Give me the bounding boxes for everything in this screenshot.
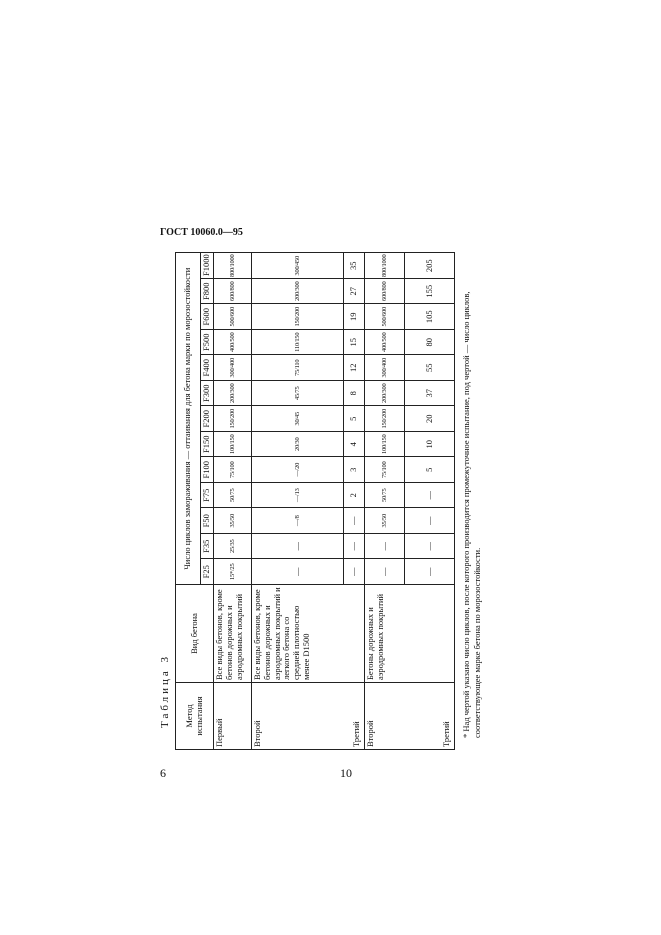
table-title: Таблица 3 — [159, 653, 171, 728]
value-cell: 20/30 — [252, 432, 344, 458]
value-cell: — — [405, 534, 455, 560]
page-number: 10 — [340, 766, 352, 780]
page-mark: 6 — [160, 766, 166, 780]
value-cell: 400/500 — [214, 330, 252, 356]
value-cell: 200/300 — [214, 381, 252, 407]
value-cell: 800/1000 — [214, 253, 252, 279]
value-cell: 500/600 — [365, 304, 405, 330]
value-cell: 400/500 — [365, 330, 405, 356]
value-cell: — — [405, 559, 455, 585]
header-concrete-type: Вид бетона — [176, 585, 214, 683]
value-cell: 50/75 — [214, 483, 252, 509]
method-stack — [253, 685, 362, 747]
method-label: Второй — [365, 720, 375, 747]
value-cell: 35/50 — [365, 508, 405, 534]
method-label: Первый — [214, 718, 224, 747]
value-cell: — — [252, 534, 344, 560]
value-cell: — — [252, 559, 344, 585]
method-cell — [365, 683, 455, 750]
header-method: Метод испытания — [176, 683, 214, 750]
value-cell: — — [344, 534, 365, 560]
value-cell: 2 — [344, 483, 365, 509]
grade-header: F50 — [201, 508, 214, 534]
value-cell: 5 — [405, 457, 455, 483]
value-cell: 20 — [405, 406, 455, 432]
value-cell: —/20 — [252, 457, 344, 483]
value-cell: 12 — [344, 355, 365, 381]
method-label: Второй — [252, 720, 262, 747]
value-cell: 25/35 — [214, 534, 252, 560]
value-cell: 5 — [344, 406, 365, 432]
value-cell: 35 — [344, 253, 365, 279]
grade-header: F600 — [201, 304, 214, 330]
value-cell: 19 — [344, 304, 365, 330]
table-row — [214, 253, 252, 750]
value-cell: 15 — [344, 330, 365, 356]
document-header: ГОСТ 10060.0—95 — [160, 227, 243, 238]
value-cell: 500/600 — [214, 304, 252, 330]
value-cell: 30/45 — [252, 406, 344, 432]
value-cell: —/8 — [252, 508, 344, 534]
value-cell: 45/75 — [252, 381, 344, 407]
value-cell: 75/110 — [252, 355, 344, 381]
value-cell: — — [365, 534, 405, 560]
grade-header: F800 — [201, 279, 214, 305]
grade-header: F200 — [201, 406, 214, 432]
value-cell: 200/300 — [252, 279, 344, 305]
grade-header: F1000 — [201, 253, 214, 279]
value-cell: 100/150 — [214, 432, 252, 458]
grade-header: F35 — [201, 534, 214, 560]
rotated-table-block — [155, 253, 480, 750]
value-cell: 80 — [405, 330, 455, 356]
value-cell: — — [405, 508, 455, 534]
value-cell: —/13 — [252, 483, 344, 509]
header-cycles: Число циклов замораживания — оттаивания для бетона марки по морозостойкости — [176, 253, 201, 585]
method-label: Третий — [441, 721, 452, 747]
value-cell: 150/200 — [365, 406, 405, 432]
grade-header: F100 — [201, 457, 214, 483]
method-stack — [215, 685, 249, 747]
grade-header: F500 — [201, 330, 214, 356]
grade-header: F400 — [201, 355, 214, 381]
value-cell: 800/1000 — [365, 253, 405, 279]
grade-header: F25 — [201, 559, 214, 585]
method-cell — [252, 683, 365, 750]
value-cell: — — [365, 559, 405, 585]
method-label: Третий — [351, 721, 362, 747]
value-cell: 105 — [405, 304, 455, 330]
value-cell: 37 — [405, 381, 455, 407]
value-cell: 205 — [405, 253, 455, 279]
value-cell: 75/100 — [214, 457, 252, 483]
value-cell: 75/100 — [365, 457, 405, 483]
value-cell: 200/300 — [365, 381, 405, 407]
table-row — [365, 253, 405, 750]
value-cell: 3 — [344, 457, 365, 483]
value-cell: 27 — [344, 279, 365, 305]
value-cell: 300/450 — [252, 253, 344, 279]
value-cell: 155 — [405, 279, 455, 305]
value-cell: 10 — [405, 432, 455, 458]
value-cell: 50/75 — [365, 483, 405, 509]
method-cell — [214, 683, 252, 750]
grade-header: F300 — [201, 381, 214, 407]
value-cell: 300/400 — [214, 355, 252, 381]
frost-resistance-table — [175, 252, 455, 750]
value-cell: 150/200 — [214, 406, 252, 432]
value-cell: — — [344, 559, 365, 585]
value-cell: 8 — [344, 381, 365, 407]
footnote: * Над чертой указано число циклов, после которого производится промежуточное испытание, под чертой — число циклов, соответствующее марке бетона по морозостойкости. — [461, 291, 482, 738]
value-cell: 100/150 — [365, 432, 405, 458]
value-cell: 600/800 — [214, 279, 252, 305]
value-cell: 300/400 — [365, 355, 405, 381]
value-cell: 600/800 — [365, 279, 405, 305]
value-cell: 15*/25 — [214, 559, 252, 585]
value-cell: — — [344, 508, 365, 534]
value-cell: 55 — [405, 355, 455, 381]
value-cell: 150/200 — [252, 304, 344, 330]
concrete-type-cell: Все виды бетонов, кроме бетонов дорожных и аэродромных покрытий — [214, 585, 252, 683]
value-cell: 4 — [344, 432, 365, 458]
table-row — [252, 253, 344, 750]
value-cell: 35/50 — [214, 508, 252, 534]
concrete-type-cell: Все виды бетонов, кроме бетонов дорожных и аэродромных покрытий и легкого бетона со средней плотностью менее D1500 — [252, 585, 365, 683]
method-stack — [366, 685, 452, 747]
concrete-type-cell: Бетоны дорожных и аэродромных покрытий — [365, 585, 455, 683]
grade-header: F75 — [201, 483, 214, 509]
value-cell: — — [405, 483, 455, 509]
value-cell: 110/150 — [252, 330, 344, 356]
grade-header: F150 — [201, 432, 214, 458]
